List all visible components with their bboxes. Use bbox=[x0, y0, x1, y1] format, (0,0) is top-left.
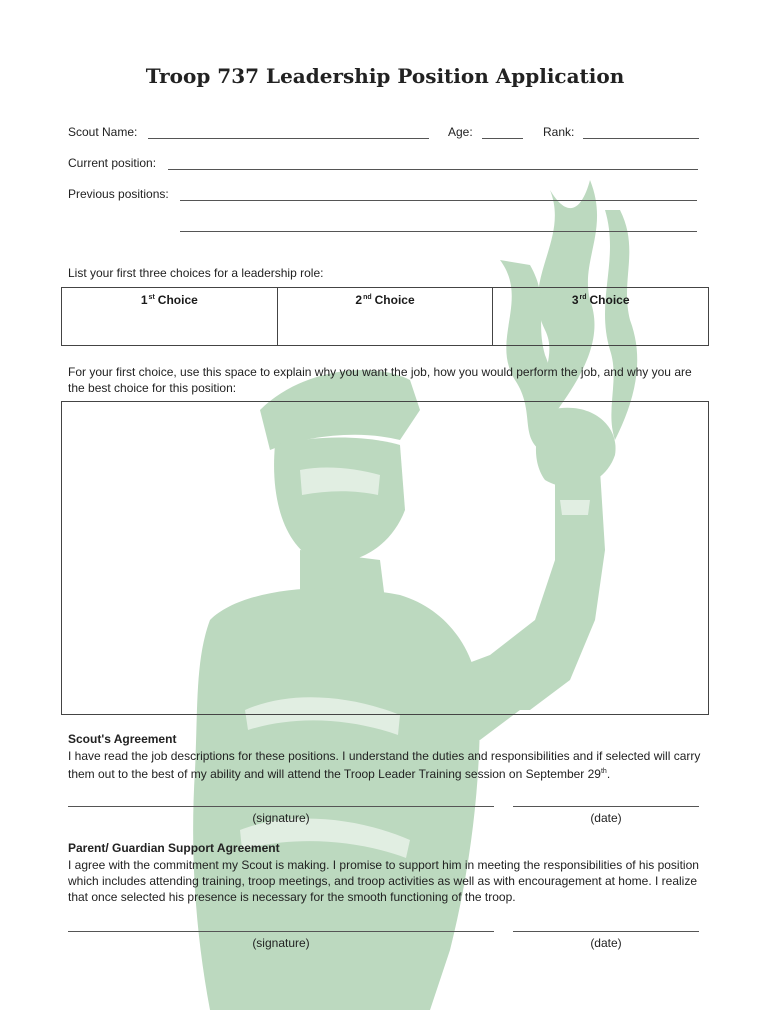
scout-signature-caption: (signature) bbox=[252, 811, 310, 825]
parent-date-line[interactable] bbox=[513, 931, 699, 932]
second-choice-cell[interactable]: 2nd Choice bbox=[278, 288, 494, 345]
current-position-field[interactable] bbox=[168, 169, 698, 170]
scout-agreement-heading: Scout's Agreement bbox=[68, 732, 177, 746]
previous-positions-field-line-1[interactable] bbox=[180, 200, 697, 201]
essay-textarea[interactable] bbox=[61, 401, 709, 715]
parent-signature-line[interactable] bbox=[68, 931, 494, 932]
first-choice-cell[interactable]: 1st Choice bbox=[62, 288, 278, 345]
current-position-label: Current position: bbox=[68, 156, 157, 170]
choices-table bbox=[61, 287, 709, 346]
scout-signature-line[interactable] bbox=[68, 806, 494, 807]
parent-signature-caption: (signature) bbox=[252, 936, 310, 950]
scout-name-label: Scout Name: bbox=[68, 125, 138, 139]
parent-agreement-heading: Parent/ Guardian Support Agreement bbox=[68, 841, 280, 855]
age-field[interactable] bbox=[482, 138, 523, 139]
scout-date-caption: (date) bbox=[590, 811, 622, 825]
previous-positions-label: Previous positions: bbox=[68, 187, 169, 201]
choices-intro: List your first three choices for a leadership role: bbox=[68, 266, 324, 280]
scout-agreement-text: I have read the job descriptions for these positions. I understand the duties and responsibilities and if selected will carry them out to the best of my ability and will attend the Troop Leader Training session on September 29th. bbox=[68, 749, 701, 781]
previous-positions-field-line-2[interactable] bbox=[180, 231, 697, 232]
rank-label: Rank: bbox=[543, 125, 575, 139]
page-title: Troop 737 Leadership Position Application bbox=[145, 64, 625, 88]
parent-agreement-text: I agree with the commitment my Scout is making. I promise to support him in meeting the responsibilities of his position which includes attending training, troop meetings, and troop activities as well as with encouragement at home. I realize that once selected his presence is necessary for the smooth functioning of the troop. bbox=[68, 858, 699, 904]
scout-date-line[interactable] bbox=[513, 806, 699, 807]
scout-name-field[interactable] bbox=[148, 138, 429, 139]
third-choice-cell[interactable]: 3rd Choice bbox=[571, 293, 630, 307]
age-label: Age: bbox=[448, 125, 473, 139]
essay-prompt: For your first choice, use this space to explain why you want the job, how you would perform the job, and why you are the best choice for this position: bbox=[68, 365, 692, 395]
rank-field[interactable] bbox=[583, 138, 699, 139]
parent-date-caption: (date) bbox=[590, 936, 622, 950]
